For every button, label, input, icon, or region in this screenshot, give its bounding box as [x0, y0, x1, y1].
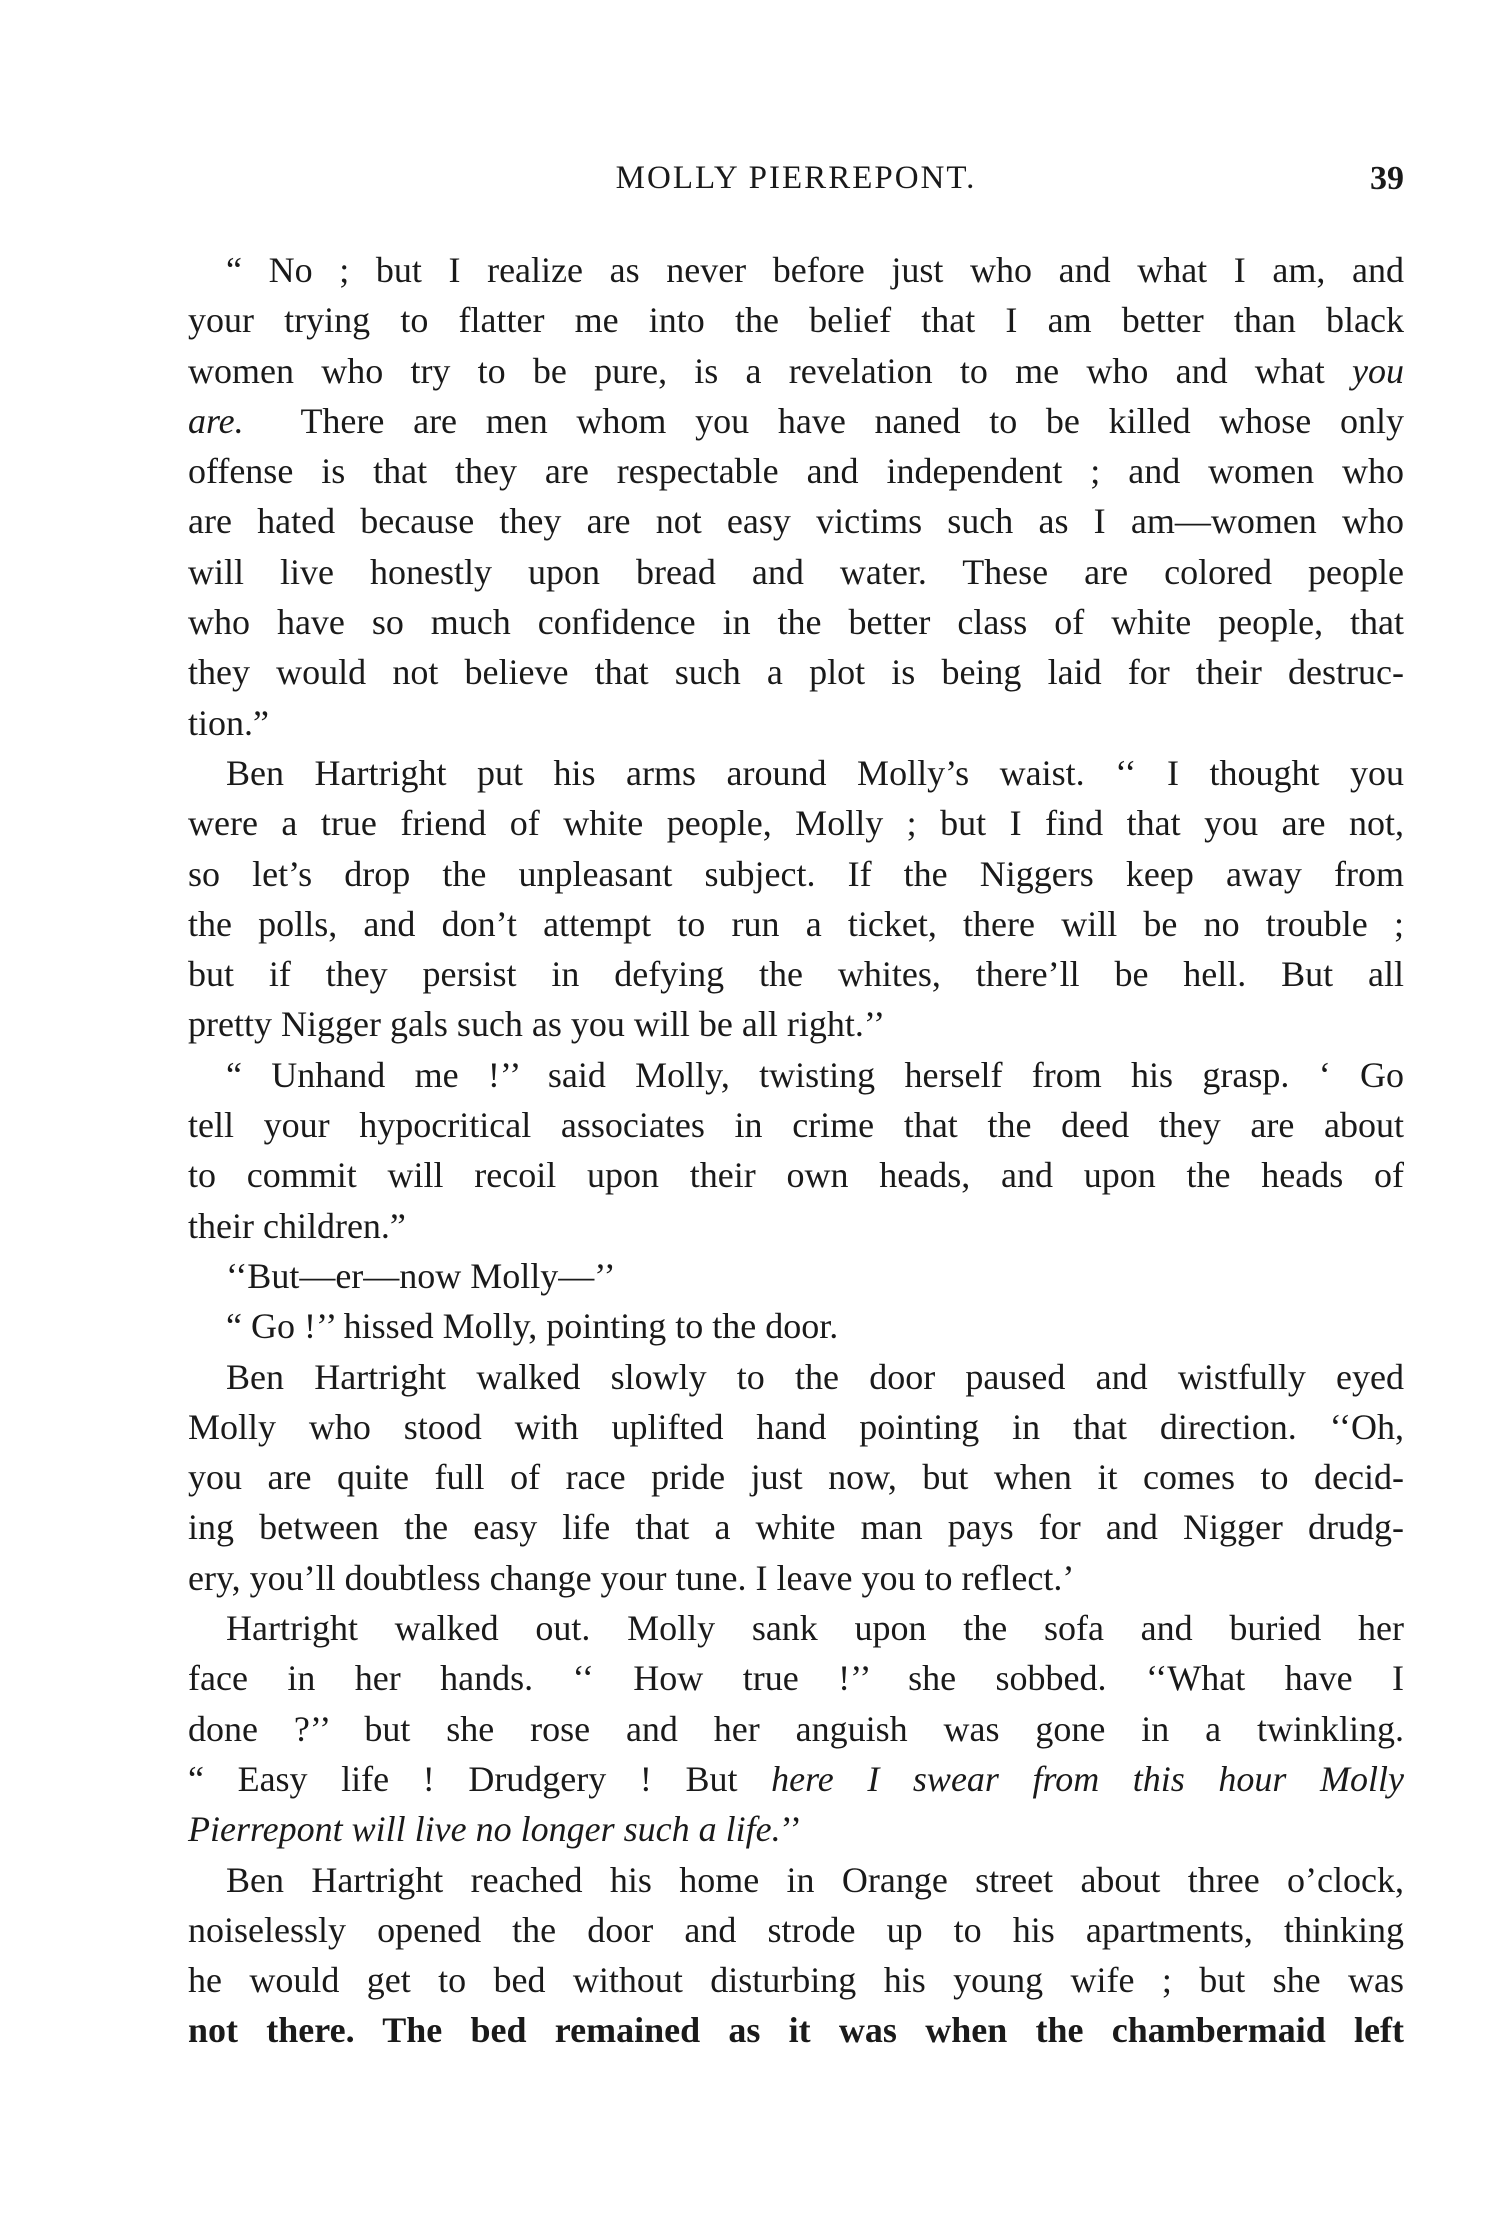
text-segment: There are men whom you have naned to be killed whose only — [300, 400, 1404, 441]
text-line: Ben Hartright put his arms around Molly’s waist. ‘‘ I thought you — [226, 752, 1404, 793]
paragraph-3 — [188, 1050, 1404, 1251]
text-line: will live honestly upon bread and water. These are colored people — [188, 551, 1404, 592]
text-segment: women who try to be pure, is a revelation to me who and what — [188, 350, 1325, 391]
paragraph-6 — [188, 1352, 1404, 1603]
text-line: “ Go !’’ hissed Molly, pointing to the door. — [226, 1306, 839, 1347]
text-line: so let’s drop the unpleasant subject. If the Niggers keep away from — [188, 853, 1404, 894]
text-line: Molly who stood with uplifted hand pointing in that direction. ‘‘Oh, — [188, 1406, 1404, 1447]
italic-word: are. — [188, 400, 244, 441]
italic-word: you — [1352, 350, 1404, 391]
paragraph-7 — [188, 1603, 1404, 1854]
text-line: face in her hands. ‘‘ How true !’’ she sobbed. ‘‘What have I — [188, 1658, 1404, 1699]
text-line: their children.” — [188, 1205, 406, 1246]
text-line — [188, 346, 1404, 396]
text-line: Hartright walked out. Molly sank upon the sofa and buried her — [226, 1608, 1404, 1649]
italic-phrase: here I swear from this hour Molly — [771, 1758, 1405, 1799]
text-line — [188, 396, 1404, 446]
text-line: you are quite full of race pride just now, but when it comes to decid- — [188, 1457, 1404, 1498]
paragraph-8 — [188, 1855, 1404, 2056]
text-line: pretty Nigger gals such as you will be all right.’’ — [188, 1004, 886, 1045]
text-line: tell your hypocritical associates in crime that the deed they are about — [188, 1105, 1404, 1146]
paragraph-1 — [188, 245, 1404, 748]
text-line: noiselessly opened the door and strode up to his apartments, thinking — [188, 1909, 1404, 1950]
text-line: ery, you’ll doubtless change your tune. I leave you to reflect.’ — [188, 1557, 1075, 1598]
text-line: “ No ; but I realize as never before just who and what I am, and — [226, 250, 1404, 290]
text-line: to commit will recoil upon their own heads, and upon the heads of — [188, 1155, 1404, 1196]
page-number: 39 — [1370, 160, 1404, 197]
text-line: “ Unhand me !’’ said Molly, twisting herself from his grasp. ‘ Go — [226, 1054, 1404, 1095]
text-line — [188, 1754, 1404, 1804]
text-segment: “ Easy life ! Drudgery ! But — [188, 1758, 738, 1799]
text-line: ing between the easy life that a white man pays for and Nigger drudg- — [188, 1507, 1404, 1548]
paragraph-4 — [188, 1251, 1404, 1301]
text-line: were a true friend of white people, Molly ; but I find that you are not, — [188, 803, 1404, 844]
text-line: Ben Hartright reached his home in Orange street about three o’clock, — [226, 1859, 1404, 1900]
body-text — [188, 245, 1404, 2056]
text-line: not there. The bed remained as it was when the chambermaid left — [188, 2010, 1404, 2051]
text-line: offense is that they are respectable and independent ; and women who — [188, 451, 1404, 492]
running-head — [188, 160, 1404, 210]
text-line: who have so much confidence in the better class of white people, that — [188, 602, 1404, 643]
text-line: they would not believe that such a plot is being laid for their destruc- — [188, 652, 1404, 693]
running-title: MOLLY PIERREPONT. — [615, 160, 977, 196]
paragraph-5 — [188, 1301, 1404, 1351]
text-line: Ben Hartright walked slowly to the door paused and wistfully eyed — [226, 1356, 1404, 1397]
text-line: but if they persist in defying the whites, there’ll be hell. But all — [188, 954, 1404, 995]
text-line: your trying to flatter me into the belief that I am better than black — [188, 300, 1404, 341]
text-line: are hated because they are not easy victims such as I am—women who — [188, 501, 1404, 542]
text-line: the polls, and don’t attempt to run a ticket, there will be no trouble ; — [188, 903, 1404, 944]
paragraph-2 — [188, 748, 1404, 1050]
text-segment: ’’ — [780, 1809, 802, 1850]
text-line: done ?’’ but she rose and her anguish was gone in a twinkling. — [188, 1708, 1404, 1749]
text-line: ‘‘But—er—now Molly—’’ — [226, 1255, 616, 1296]
text-line: tion.” — [188, 702, 269, 743]
italic-phrase: Pierrepont will live no longer such a life. — [188, 1809, 781, 1850]
text-line — [188, 1804, 1404, 1854]
text-line: he would get to bed without disturbing his young wife ; but she was — [188, 1960, 1404, 2001]
